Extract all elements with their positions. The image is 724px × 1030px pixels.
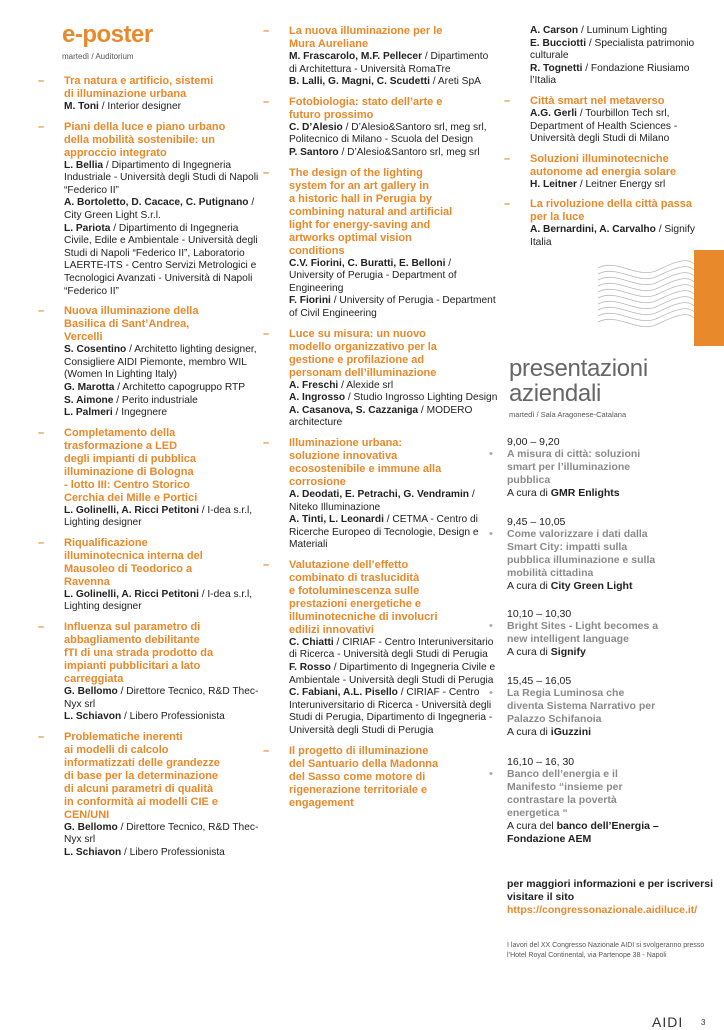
poster-item bbox=[38, 621, 260, 724]
bullet-dash-icon: – bbox=[263, 166, 270, 179]
author-names: B. Lalli, G. Magni, C. Scudetti bbox=[289, 76, 430, 88]
poster-title: Problematiche inerenti ai modelli di calcolo informatizzati delle grandezze di base per la determinazione di alcuni parametri di qualità in conformità ai modelli CIE e CEN/UNI bbox=[64, 730, 220, 821]
author-affiliation: / CIRIAF - Centro Interuniversitario di Ricerca - Università degli Studi di Perugia, Dipartimento di Ingegneria - Università degli Studi di Perugia bbox=[289, 687, 493, 737]
poster-authors bbox=[530, 224, 706, 249]
presentations-title: presentazioni aziendali bbox=[509, 355, 648, 407]
author-names: L. Golinelli, A. Ricci Petitoni bbox=[64, 504, 199, 516]
poster-item bbox=[38, 427, 260, 530]
poster-item bbox=[38, 75, 260, 114]
author-affiliation: / Architetto lighting designer, Consigliere AIDI Piemonte, membro WIL (Women In Lighting Italy) bbox=[64, 344, 257, 381]
author-affiliation: / Architetto capogruppo RTP bbox=[114, 381, 246, 393]
poster-item bbox=[263, 437, 498, 552]
poster-authors bbox=[530, 25, 706, 38]
slot-time: 9,00 – 9,20 bbox=[507, 436, 560, 448]
presentation-slot bbox=[489, 756, 712, 846]
poster-item bbox=[263, 25, 498, 89]
author-names: G. Bellomo bbox=[64, 821, 118, 833]
author-names: L. Pariota bbox=[64, 222, 111, 234]
poster-authors bbox=[289, 147, 498, 160]
author-names: L. Golinelli, A. Ricci Petitoni bbox=[64, 588, 199, 600]
author-affiliation: / I-dea s.r.l, Lighting designer bbox=[64, 588, 253, 613]
author-names: E. Bucciotti bbox=[530, 37, 587, 49]
author-affiliation: / Dipartimento di Ingegneria Industriale - Università degli Studi di Napoli “Federico II” bbox=[64, 159, 259, 196]
bullet-dash-icon: – bbox=[38, 305, 45, 318]
author-affiliation: / Studio Ingrosso Lighting Design bbox=[345, 392, 498, 404]
poster-authors bbox=[289, 76, 498, 89]
author-names: A. Tinti, L. Leonardi bbox=[289, 514, 384, 526]
slot-title: Come valorizzare i dati dalla Smart City: impatti sulla pubblica illuminazione e sulla mobilità cittadina bbox=[507, 528, 656, 579]
author-names: R. Tognetti bbox=[530, 62, 583, 74]
author-names: C. Chiatti bbox=[289, 636, 334, 648]
bullet-dash-icon: – bbox=[263, 25, 270, 37]
author-names: C. D’Alesio bbox=[289, 121, 343, 133]
bullet-dash-icon: – bbox=[38, 75, 45, 87]
bullet-dot-icon: • bbox=[489, 768, 493, 780]
author-affiliation: / Libero Professionista bbox=[121, 847, 225, 859]
header-title: e-poster bbox=[62, 21, 153, 48]
poster-authors bbox=[289, 380, 498, 393]
poster-authors bbox=[530, 108, 706, 146]
presentation-slot bbox=[489, 516, 712, 593]
author-affiliation: / University of Perugia - Department of Engineering bbox=[289, 257, 457, 294]
poster-item bbox=[504, 95, 706, 146]
info-block bbox=[507, 878, 717, 917]
slot-presenter: A cura di GMR Enlights bbox=[507, 487, 620, 499]
poster-title: La rivoluzione della città passa per la luce bbox=[530, 198, 692, 224]
slot-presenter: A cura di iGuzzini bbox=[507, 726, 592, 738]
author-names: S. Cosentino bbox=[64, 344, 127, 356]
slot-time: 15,45 – 16,05 bbox=[507, 675, 572, 687]
author-affiliation: / Tourbillon Tech srl, Department of Health Sciences - Università degli Studi di Milano bbox=[530, 107, 678, 145]
eposter-column-2 bbox=[263, 25, 498, 817]
author-affiliation: / Direttore Tecnico, R&D Thec-Nyx srl bbox=[64, 821, 259, 846]
poster-authors bbox=[289, 258, 498, 296]
poster-authors bbox=[64, 160, 260, 198]
bullet-dash-icon: – bbox=[504, 94, 511, 107]
poster-authors bbox=[289, 122, 498, 147]
author-names: G. Marotta bbox=[64, 381, 115, 393]
slot-presenter: A cura di City Green Light bbox=[507, 580, 633, 592]
author-names: L. Schiavon bbox=[64, 711, 122, 723]
author-affiliation: / Alexide srl bbox=[338, 379, 394, 391]
poster-title: The design of the lighting system for an art gallery in a historic hall in Perugia by combining natural and artificial light for energy-saving and artworks optimal vision conditions bbox=[289, 166, 453, 257]
decorative-wave-graphic bbox=[598, 250, 724, 346]
poster-item bbox=[504, 153, 706, 192]
slot-title: Banco dell’energia e il Manifesto “insieme per contrastare la povertà energetica “ bbox=[507, 768, 623, 819]
poster-title: Valutazione dell’effetto combinato di traslucidità e fotoluminescenza sulle prestazioni energetiche e illuminotecniche di involucri edilizi innovativi bbox=[289, 558, 438, 636]
poster-authors bbox=[530, 179, 706, 192]
author-affiliation: / Direttore Tecnico, R&D Thec-Nyx srl bbox=[64, 686, 259, 710]
bullet-dash-icon: – bbox=[263, 95, 270, 108]
poster-item bbox=[263, 559, 498, 738]
poster-item bbox=[263, 167, 498, 321]
poster-authors bbox=[64, 197, 260, 222]
author-affiliation: / D’Alesio&Santoro srl, meg srl bbox=[338, 146, 480, 158]
header-subtitle: martedì / Auditorium bbox=[62, 52, 134, 61]
bullet-dot-icon: • bbox=[489, 687, 493, 699]
poster-title: Riqualificazione illuminotecnica interna del Mausoleo di Teodorico a Ravenna bbox=[64, 536, 203, 588]
bullet-dash-icon: – bbox=[263, 558, 270, 571]
poster-item bbox=[263, 96, 498, 160]
slot-presenter: A cura di Signify bbox=[507, 646, 586, 658]
poster-authors bbox=[64, 711, 260, 724]
author-affiliation: / Fondazione Riusiamo l’Italia bbox=[530, 62, 690, 87]
bullet-dash-icon: – bbox=[38, 426, 45, 439]
eposter-column-3 bbox=[504, 25, 706, 257]
poster-title: Influenza sul parametro di abbagliamento debilitante fTI di una strada prodotto da impianti pubblicitari a lato carreggiata bbox=[64, 621, 214, 686]
poster-title: Nuova illuminazione della Basilica di Sant’Andrea, Vercelli bbox=[64, 305, 199, 344]
author-names: A. Carson bbox=[530, 25, 579, 36]
author-affiliation: / MODERO architecture bbox=[289, 404, 473, 429]
bullet-dash-icon: – bbox=[263, 436, 270, 449]
aidi-logo: AIDI bbox=[652, 1014, 684, 1030]
author-names: A. Ingrosso bbox=[289, 392, 346, 404]
slot-time: 9,45 – 10,05 bbox=[507, 516, 566, 528]
bullet-dash-icon: – bbox=[38, 730, 45, 743]
poster-authors bbox=[64, 101, 260, 114]
author-affiliation: / Dipartimento di Ingegneria Civile e Ambientale - Università degli Studi di Perugia bbox=[289, 662, 496, 686]
author-names: A. Deodati, E. Petrachi, G. Vendramin bbox=[289, 488, 470, 500]
poster-authors bbox=[289, 687, 498, 737]
author-names: F. Fiorini bbox=[289, 295, 331, 307]
slot-time: 16,10 – 16, 30 bbox=[507, 756, 575, 768]
slot-title: La Regia Luminosa che diventa Sistema Narrativo per Palazzo Schifanoia bbox=[507, 687, 656, 725]
poster-authors bbox=[64, 382, 260, 395]
author-affiliation: / Areti SpA bbox=[429, 76, 481, 88]
author-affiliation: / Dipartimento di Ingegneria Civile, Edile e Ambientale - Università degli Studi di Napoli “Federico II”, Laboratorio LAERTE-ITS - Centro Servizi Metrologici e Tecnologici Avanzati - Università di Napoli “Federico II” bbox=[64, 222, 258, 297]
poster-authors bbox=[64, 505, 260, 530]
presentation-slot bbox=[489, 675, 712, 739]
poster-authors bbox=[289, 392, 498, 405]
author-affiliation: / Ingegnere bbox=[112, 407, 168, 419]
poster-authors bbox=[64, 589, 260, 614]
author-affiliation: / Interior designer bbox=[98, 101, 181, 112]
author-affiliation: / Luminum Lighting bbox=[578, 25, 668, 36]
bullet-dash-icon: – bbox=[504, 152, 511, 165]
poster-item bbox=[504, 198, 706, 249]
page-number: 3 bbox=[701, 1018, 706, 1027]
poster-title: Città smart nel metaverso bbox=[530, 94, 665, 107]
poster-authors bbox=[530, 63, 706, 88]
author-names: C. Fabiani, A.L. Pisello bbox=[289, 687, 398, 699]
poster-authors bbox=[289, 405, 498, 430]
bullet-dash-icon: – bbox=[38, 536, 45, 549]
author-names: A. Bortoletto, D. Cacace, C. Putignano bbox=[64, 197, 249, 209]
poster-authors bbox=[64, 344, 260, 382]
poster-item bbox=[38, 537, 260, 614]
author-affiliation: / Dipartimento di Architettura - Università RomaTre bbox=[289, 51, 489, 75]
author-names: A. Bernardini, A. Carvalho bbox=[530, 224, 656, 236]
poster-item bbox=[263, 745, 498, 810]
poster-authors bbox=[289, 295, 498, 320]
bullet-dot-icon: • bbox=[489, 528, 493, 540]
author-names: G. Bellomo bbox=[64, 686, 118, 698]
author-names: L. Bellia bbox=[64, 159, 104, 171]
author-names: M. Frascarolo, M.F. Pellecer bbox=[289, 51, 423, 62]
author-names: A. Casanova, S. Cazzaniga bbox=[289, 404, 419, 416]
footer-note: I lavori del XX Congresso Nazionale AIDI si svolgeranno presso l’Hotel Royal Continental, via Partenope 38 - Napoli bbox=[507, 942, 705, 959]
author-affiliation: / University of Perugia - Department of Civil Engineering bbox=[289, 295, 496, 319]
poster-title: Illuminazione urbana: soluzione innovativa ecosostenibile e immune alla corrosione bbox=[289, 436, 442, 488]
poster-item bbox=[38, 121, 260, 299]
poster-item bbox=[38, 305, 260, 420]
bullet-dash-icon: – bbox=[504, 198, 511, 211]
poster-title: Completamento della trasformazione a LED degli impianti di pubblica illuminazione di Bologna - lotto III: Centro Storico Cerchia dei Mille e Portici bbox=[64, 426, 198, 504]
info-text: per maggiori informazioni e per iscriversi visitare il sito bbox=[507, 878, 713, 903]
author-affiliation: / CETMA - Centro di Ricerche Europeo di Tecnologie, Design e Materiali bbox=[289, 514, 479, 551]
poster-title: Tra natura e artificio, sistemi di illuminazione urbana bbox=[64, 75, 214, 100]
poster-title: La nuova illuminazione per le Mura Aureliane bbox=[289, 25, 443, 50]
eposter-column-1 bbox=[38, 75, 260, 867]
poster-authors bbox=[64, 223, 260, 299]
author-names: P. Santoro bbox=[289, 146, 339, 158]
author-names: L. Schiavon bbox=[64, 847, 122, 859]
bullet-dash-icon: – bbox=[263, 327, 270, 340]
slot-presenter: A cura del banco dell’Energia – Fondazione AEM bbox=[507, 820, 659, 845]
slot-title: A misura di città: soluzioni smart per l’illuminazione pubblica bbox=[507, 448, 641, 486]
poster-authors bbox=[64, 822, 260, 847]
author-affiliation: / Specialista patrimonio culturale bbox=[530, 37, 695, 62]
poster-title: Fotobiologia: stato dell’arte e futuro prossimo bbox=[289, 95, 443, 121]
author-affiliation: / Libero Professionista bbox=[121, 711, 225, 723]
poster-authors bbox=[289, 514, 498, 552]
bullet-dash-icon: – bbox=[263, 744, 270, 757]
poster-title: Il progetto di illuminazione del Santuario della Madonna del Sasso come motore di rigenerazione territoriale e engagement bbox=[289, 744, 439, 809]
poster-authors bbox=[289, 662, 498, 687]
bullet-dash-icon: – bbox=[38, 621, 45, 634]
poster-authors bbox=[289, 637, 498, 662]
poster-item bbox=[263, 328, 498, 430]
poster-authors bbox=[64, 847, 260, 860]
info-url-link[interactable]: https://congressonazionale.aidiluce.it/ bbox=[507, 904, 698, 916]
author-names: C.V. Fiorini, C. Buratti, E. Belloni bbox=[289, 257, 446, 269]
presentations-subtitle: martedì / Sala Aragonese-Catalana bbox=[509, 410, 627, 419]
author-affiliation: / City Green Light S.r.l. bbox=[64, 197, 255, 221]
poster-title: Soluzioni illuminotecniche autonome ad energia solare bbox=[530, 152, 677, 178]
poster-authors bbox=[64, 407, 260, 420]
poster-authors bbox=[64, 395, 260, 408]
author-names: F. Rosso bbox=[289, 662, 331, 674]
author-affiliation: / Perito industriale bbox=[113, 394, 198, 406]
poster-item bbox=[38, 731, 260, 860]
bullet-dash-icon: – bbox=[38, 120, 45, 133]
author-names: L. Palmeri bbox=[64, 407, 113, 419]
poster-title: Piani della luce e piano urbano della mobilità sostenibile: un approccio integrato bbox=[64, 120, 226, 159]
author-affiliation: / CIRIAF - Centro Interuniversitario di Ricerca - Università degli Studi di Perugia bbox=[289, 636, 494, 661]
poster-title: Luce su misura: un nuovo modello organizzativo per la gestione e profilazione ad personam dell’illuminazione bbox=[289, 327, 437, 379]
author-affiliation: / Leitner Energy srl bbox=[576, 178, 666, 190]
author-names: S. Aimone bbox=[64, 394, 114, 406]
author-names: A. Freschi bbox=[289, 379, 339, 391]
author-affiliation: / D’Alesio&Santoro srl, meg srl, Politecnico di Milano - Scuola del Design bbox=[289, 121, 487, 146]
author-names: M. Toni bbox=[64, 101, 99, 112]
poster-authors bbox=[289, 489, 498, 514]
author-affiliation: / Signify Italia bbox=[530, 224, 695, 248]
author-names: A.G. Gerli bbox=[530, 107, 577, 119]
poster-item bbox=[504, 25, 706, 88]
poster-authors bbox=[64, 686, 260, 711]
presentation-slot bbox=[489, 608, 712, 659]
author-names: H. Leitner bbox=[530, 178, 577, 190]
bullet-dot-icon: • bbox=[489, 620, 493, 632]
poster-authors bbox=[530, 38, 706, 63]
poster-authors bbox=[289, 51, 498, 76]
slot-time: 10,10 – 10,30 bbox=[507, 608, 572, 620]
author-affiliation: / Niteko Illuminazione bbox=[289, 488, 475, 513]
author-affiliation: / I-dea s.r.l, Lighting designer bbox=[64, 504, 253, 529]
slot-title: Bright Sites - Light becomes a new intelligent language bbox=[507, 620, 659, 645]
presentation-slot bbox=[489, 436, 712, 500]
bullet-dot-icon: • bbox=[489, 448, 493, 460]
